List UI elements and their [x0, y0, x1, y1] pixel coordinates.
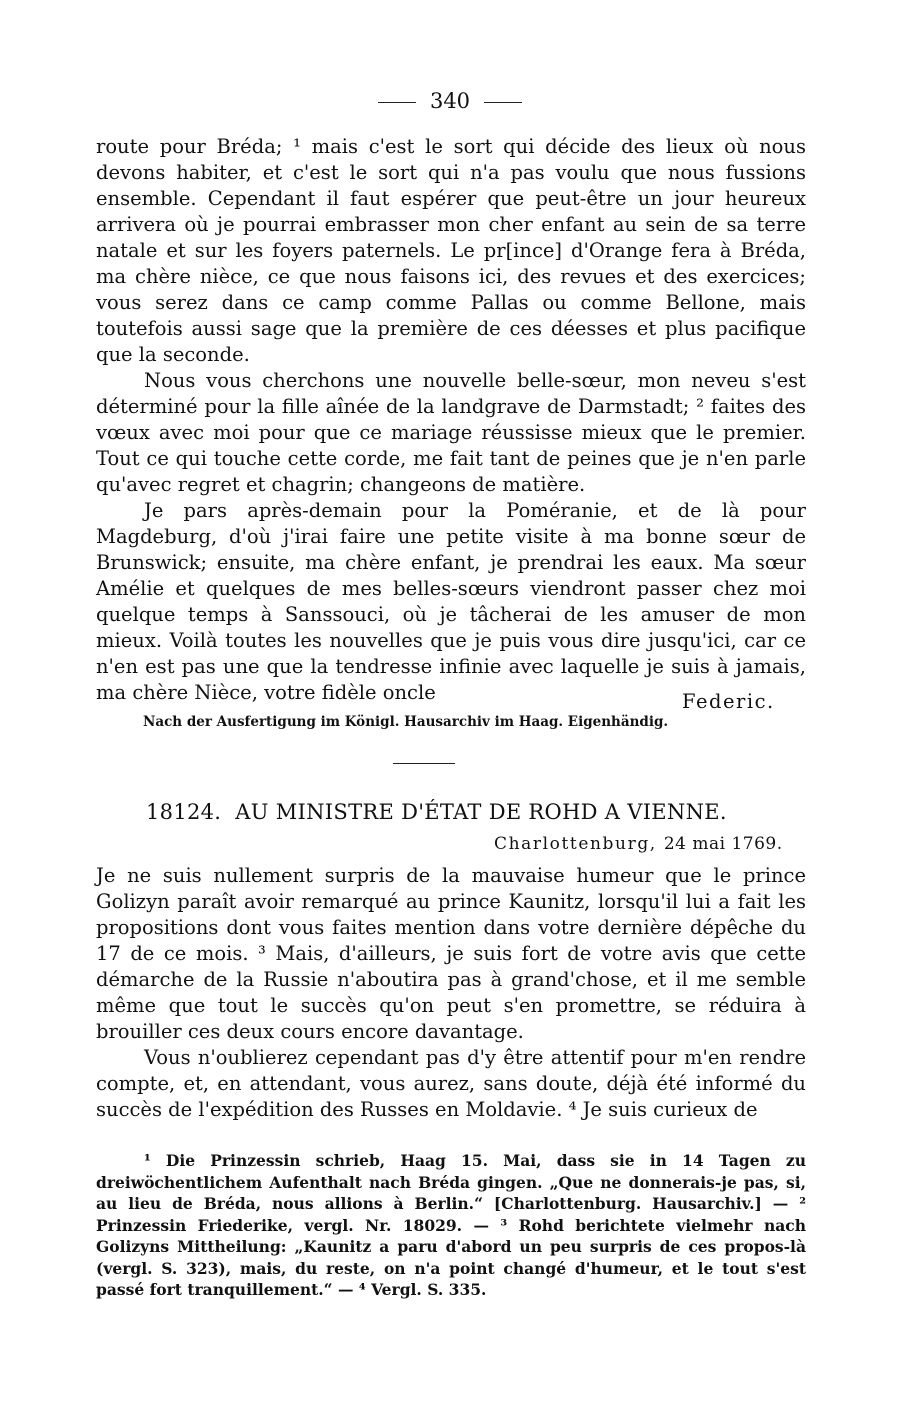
letter2-paragraph-2: Vous n'oublierez cependant pas d'y être attentif pour m'en rendre compte, et, en attendant, vous aurez, sans doute, déjà été informé du succès de l'expédition des Russes en Moldavie. ⁴ Je suis curieux de — [96, 1046, 806, 1121]
page-number-text: 340 — [429, 89, 471, 113]
letter-title: AU MINISTRE D'ÉTAT DE ROHD A VIENNE. — [235, 800, 727, 824]
source-note: Nach der Ausfertigung im Königl. Hausarchiv im Haag. Eigenhändig. — [143, 714, 669, 730]
letter2-paragraph-1: Je ne suis nullement surpris de la mauvaise humeur que le prince Golizyn paraît avoir remarqué au prince Kaunitz, lorsqu'il lui a fait les propositions dont vous faites mention dans votre dernière dépêche du 17 de ce mois. ³ Mais, d'ailleurs, je suis fort de votre avis que cette démarche de la Russie n'aboutira pas à grand'chose, et il me semble même que tout le succès qu'on peut s'en promettre, se réduira à brouiller ces deux cours encore davantage. — [96, 864, 806, 1043]
page-number-dash-left — [378, 102, 416, 103]
section-divider — [393, 763, 455, 764]
letter-number: 18124. — [146, 800, 222, 824]
signature: Federic. — [682, 690, 775, 713]
letter1-paragraph-1: route pour Bréda; ¹ mais c'est le sort qui décide des lieux où nous devons habiter, et c'est le sort qui n'a pas voulu que nous fussions ensemble. Cependant il faut espérer que peut-être un jour heureux arrivera où je pourrai embrasser mon cher enfant au sein de sa terre natale et sur les foyers paternels. Le pr[ince] d'Orange fera à Bréda, ma chère nièce, ce que nous faisons ici, des revues et des exercices; vous serez dans ce camp comme Pallas ou comme Bellone, mais toutefois aussi sage que la première de ces déesses et plus pacifique que la seconde. — [96, 135, 806, 366]
page-number-dash-right — [484, 102, 522, 103]
dateline-date: 24 mai 1769. — [663, 834, 783, 854]
letter1-paragraph-3: Je pars après-demain pour la Poméranie, et de là pour Magdeburg, d'où j'irai faire une petite visite à ma bonne sœur de Brunswick; ensuite, ma chère enfant, je prendrai les eaux. Ma sœur Amélie et quelques de mes belles-sœurs viendront passer chez moi quelque temps à Sanssouci, où je tâcherai de les amuser de mon mieux. Voilà toutes les nouvelles que je puis vous dire jusqu'ici, car ce n'en est pas une que la tendresse infinie avec laquelle je suis à jamais, ma chère Nièce, votre fidèle oncle — [96, 499, 806, 704]
footnotes — [96, 1150, 806, 1301]
letter1-body — [96, 134, 806, 706]
letter1-paragraph-2: Nous vous cherchons une nouvelle belle-sœur, mon neveu s'est déterminé pour la fille aînée de la landgrave de Darmstadt; ² faites des vœux avec moi pour que ce mariage réussisse mieux que le premier. Tout ce qui touche cette corde, me fait tant de peines que je n'en parle qu'avec regret et chagrin; changeons de matière. — [96, 369, 806, 496]
footnotes-text: ¹ Die Prinzessin schrieb, Haag 15. Mai, dass sie in 14 Tagen zu dreiwöchentlichem Aufenthalt nach Bréda gingen. „Que ne donnerais-je pas, si, au lieu de Bréda, nous allions à Berlin.“ [Charlottenburg. Hausarchiv.] — ² Prinzessin Friederike, vergl. Nr. 18029. — ³ Rohd berichtete vielmehr nach Golizyns Mittheilung: „Kaunitz a paru d'abord un peu surpris de ces propos-là (vergl. S. 323), mais, du reste, on n'a point changé d'humeur, et le tout s'est passé fort tranquillement.“ — ⁴ Vergl. S. 335. — [96, 1151, 806, 1299]
letter2-body — [96, 863, 806, 1123]
letter2-heading — [146, 800, 727, 824]
page-number — [0, 88, 900, 114]
dateline-place: Charlottenburg, — [494, 834, 657, 854]
dateline — [494, 834, 783, 854]
